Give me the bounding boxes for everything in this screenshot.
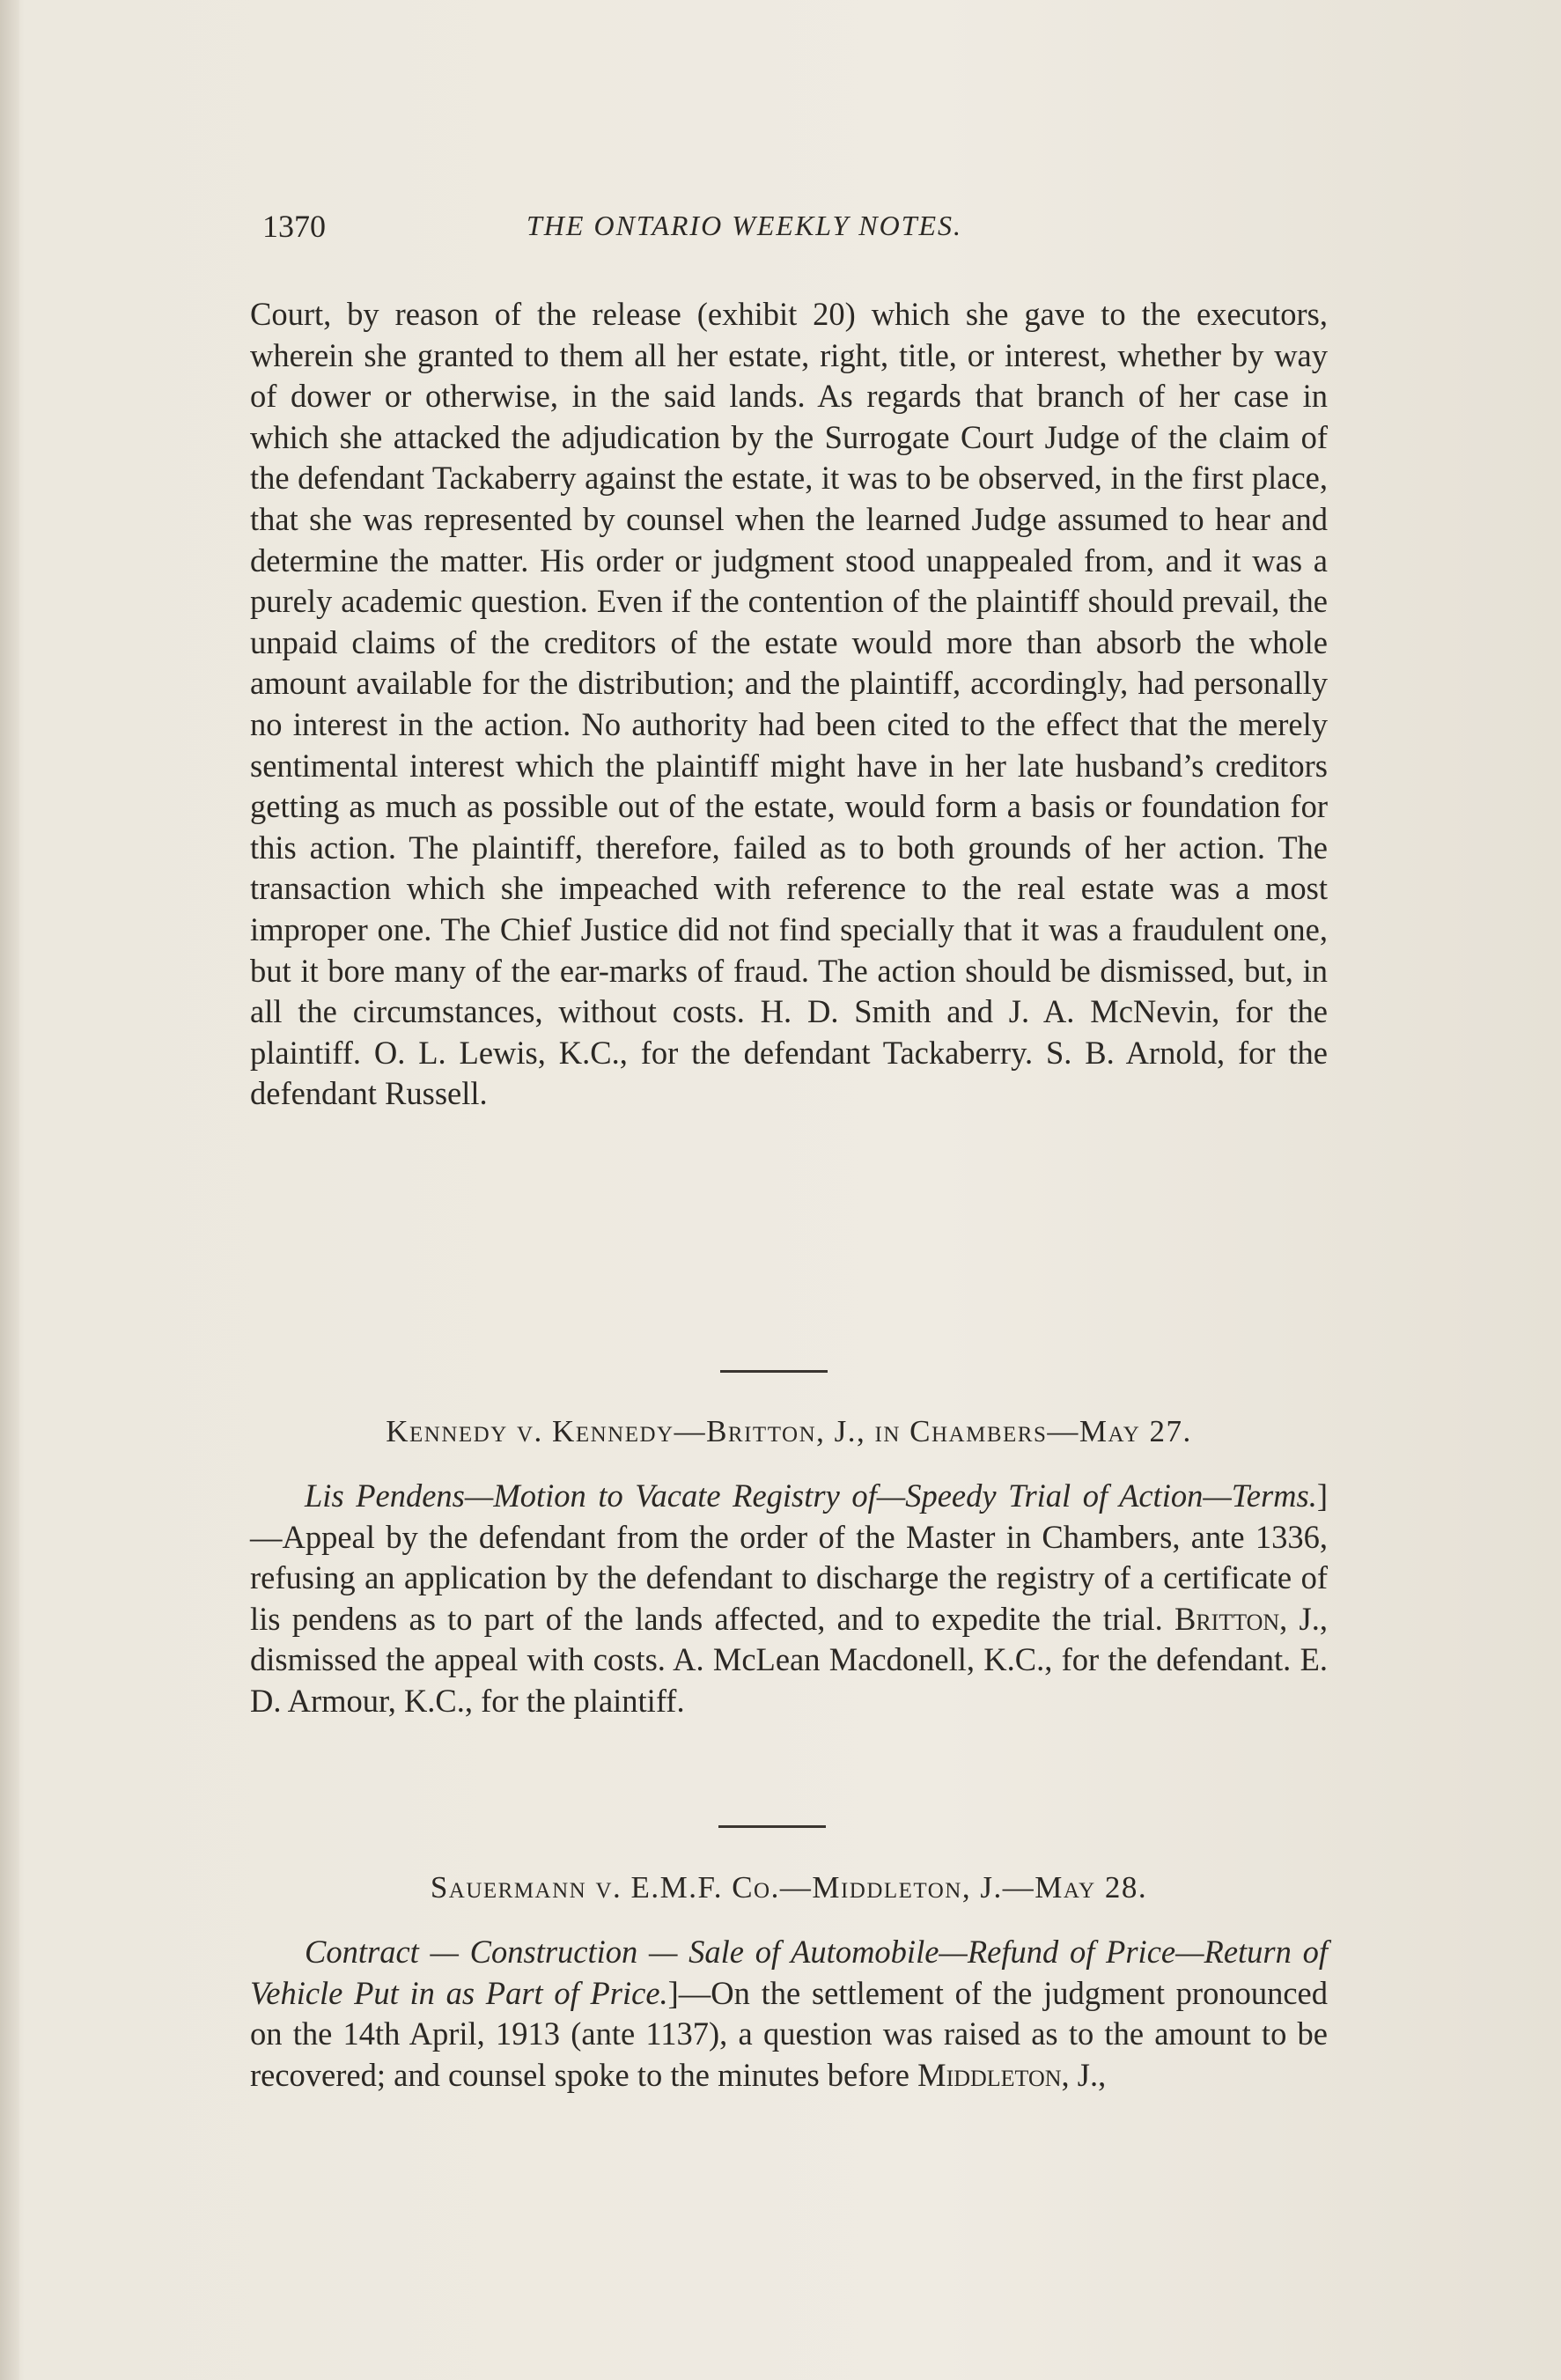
- case-body-kennedy-end: , J., dismissed the appeal with costs. A. McLean Macdonell, K.C., for the defendant. E. D. Armour, K.C., for the plaintiff.: [250, 1600, 1328, 1719]
- case-body-sauermann: ]—On the settlement of the judgment pronounced on the 14th April, 1913 (ante 1137), a question was raised as to the amount to be recovered; and counsel spoke to the minutes before: [250, 1974, 1328, 2093]
- case-heading-sauermann: Sauermann v. E.M.F. Co.—Middleton, J.—May 28.: [430, 1870, 1148, 1905]
- case-report-kennedy: [250, 1476, 1328, 1722]
- page-header: [262, 208, 1328, 254]
- case-report-sauermann: [250, 1932, 1328, 2096]
- case-body-sauermann-end: , J.,: [1061, 2056, 1107, 2093]
- page-number: 1370: [262, 209, 326, 244]
- judge-name-kennedy: Britton: [1174, 1600, 1280, 1637]
- continuation-paragraph: Court, by reason of the release (exhibit 20) which she gave to the executors, wherein she granted to them all her estate, right, title, or interest, whether by way of dower or otherwise, in the said lands. As regards that branch of her case in which she attacked the adjudication by the Surrogate Court Judge of the claim of the defendant Tackaberry against the estate, it was to be observed, in the first place, that she was represented by counsel when the learned Judge assumed to hear and determine the matter. His order or judgment stood unappealed from, and it was a purely academic question. Even if the contention of the plaintiff should prevail, the unpaid claims of the creditors of the estate would more than absorb the whole amount available for the distribution; and the plaintiff, accordingly, had personally no interest in the action. No authority had been cited to the effect that the merely sentimental interest which the plaintiff might have in her late husband’s creditors getting as much as possible out of the estate, would form a basis or foundation for this action. The plaintiff, therefore, failed as to both grounds of her action. The transaction which she impeached with reference to the real estate was a most improper one. The Chief Justice did not find specially that it was a fraudulent one, but it bore many of the ear-marks of fraud. The action should be dismissed, but, in all the circumstances, without costs. H. D. Smith and J. A. McNevin, for the plaintiff. O. L. Lewis, K.C., for the defendant Tackaberry. S. B. Arnold, for the defendant Russell.: [250, 296, 1328, 1112]
- running-title: THE ONTARIO WEEKLY NOTES.: [526, 210, 963, 241]
- judge-name-sauermann: Middleton: [917, 2056, 1062, 2093]
- page-gutter: [0, 0, 19, 2380]
- case-heading-kennedy: Kennedy v. Kennedy—Britton, J., in Chambers—May 27.: [386, 1414, 1192, 1448]
- headnote-kennedy: Lis Pendens—Motion to Vacate Registry of—Speedy Trial of Action—Terms.: [305, 1477, 1317, 1514]
- section-divider: [718, 1825, 826, 1828]
- case-body-kennedy: ]—Appeal by the defendant from the order of the Master in Chambers, ante 1336, refusing an application by the defendant to discharge the registry of a certificate of lis pendens as to part of the lands affected, and to expedite the trial.: [250, 1477, 1328, 1637]
- headnote-sauermann: Contract — Construction — Sale of Automobile—Refund of Price—Return of Vehicle Put in as Part of Price.: [250, 1934, 1328, 2011]
- section-divider: [720, 1370, 828, 1373]
